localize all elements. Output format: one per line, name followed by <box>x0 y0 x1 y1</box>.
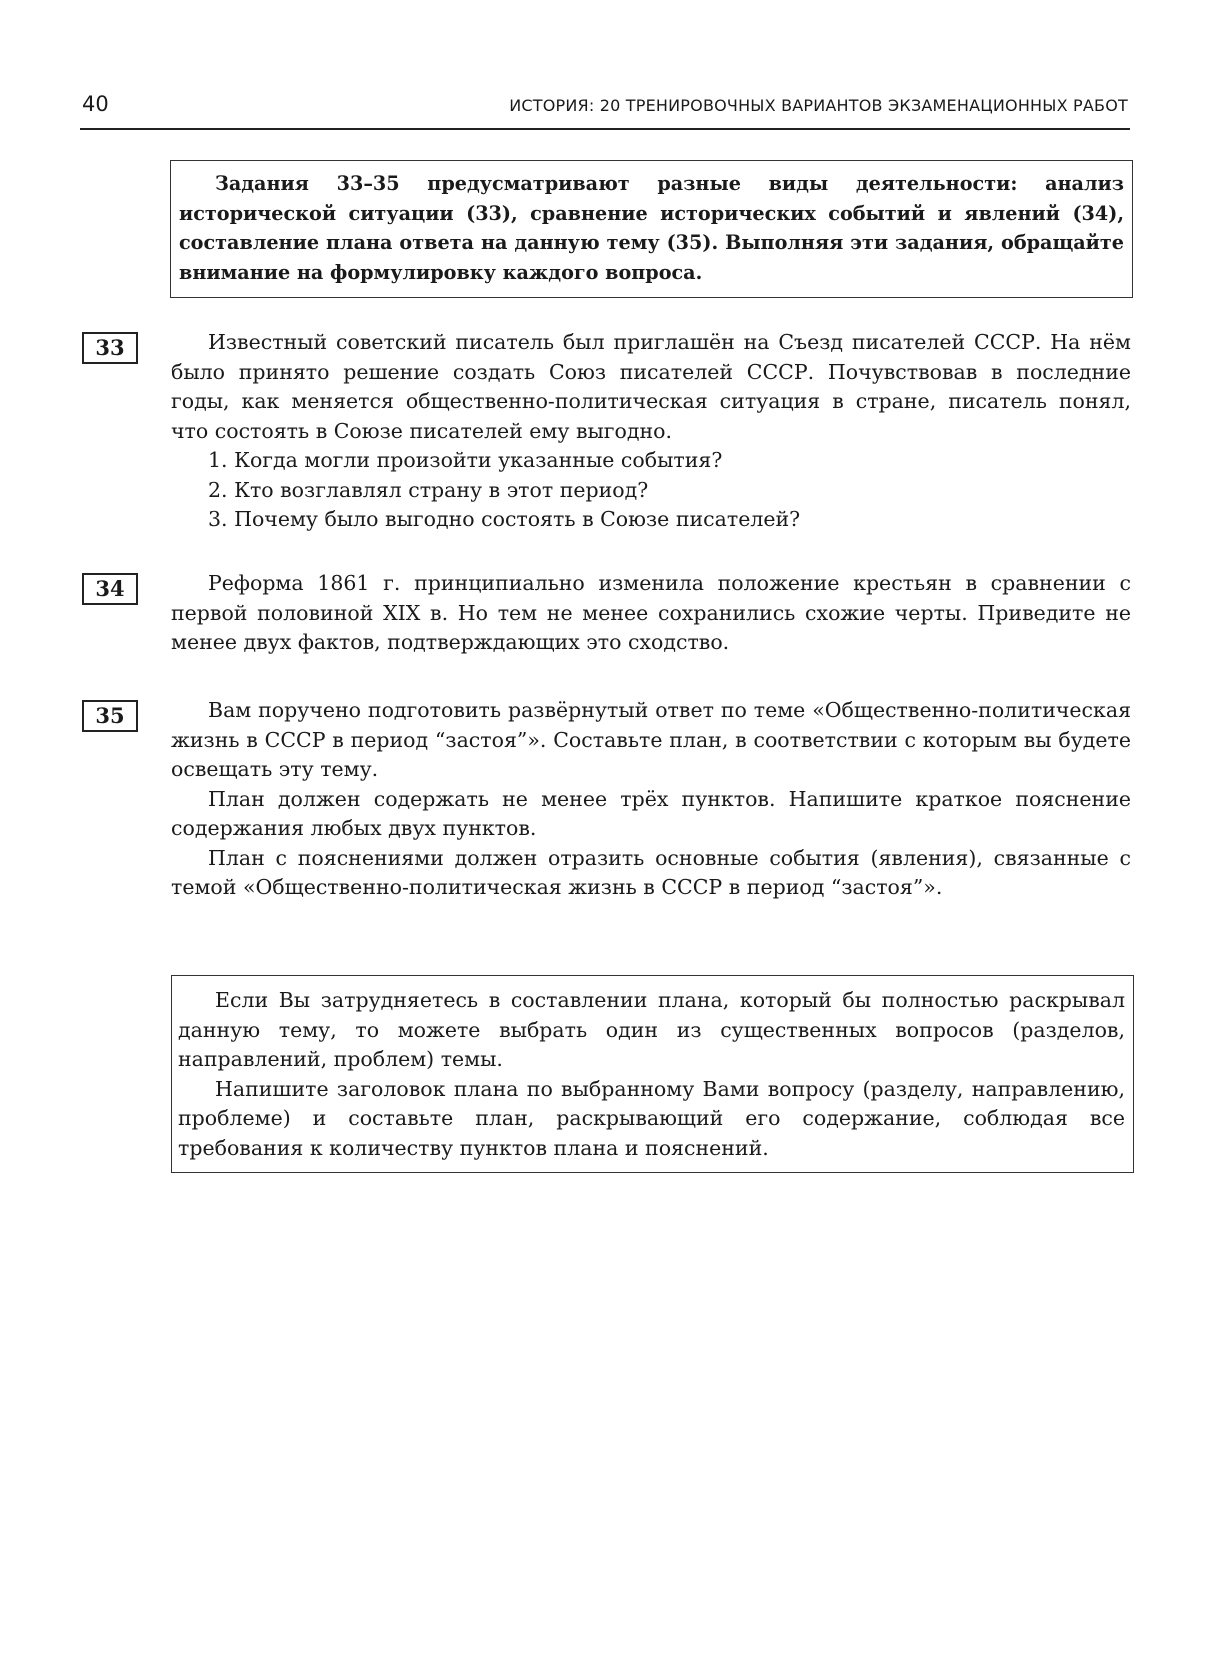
hint-paragraph-1: Если Вы затрудняетесь в составлении плана, который бы полностью раскрывал данную тему, то можете выбрать один из существенных вопросов (разделов, направлений, проблем) темы. <box>178 988 1125 1071</box>
task-34 <box>171 569 1131 658</box>
hint-box <box>171 975 1134 1173</box>
task-33-paragraph: Известный советский писатель был приглашён на Съезд писателей СССР. На нём было принято решение создать Союз писателей СССР. Почувствовав в последние годы, как меняется общественно-политическая ситуация в стране, писатель понял, что состоять в Союзе писателей ему выгодно. <box>171 330 1131 443</box>
running-title: ИСТОРИЯ: 20 ТРЕНИРОВОЧНЫХ ВАРИАНТОВ ЭКЗАМЕНАЦИОННЫХ РАБОТ <box>509 96 1128 115</box>
page-number: 40 <box>82 92 109 116</box>
hint-paragraph-2: Напишите заголовок плана по выбранному Вами вопросу (разделу, направлению, проблеме) и составьте план, раскрывающий его содержание, соблюдая все требования к количеству пунктов плана и пояснений. <box>178 1076 1125 1160</box>
task-number-35: 35 <box>82 700 138 732</box>
task-33-questions <box>171 446 1131 535</box>
page-header <box>80 88 1130 130</box>
task-35-paragraph-3: План с пояснениями должен отразить основные события (явления), связанные с темой «Общественно-политическая жизнь в СССР в период “застоя”». <box>171 845 1131 899</box>
task-33-question-3: 3. Почему было выгодно состоять в Союзе писателей? <box>208 507 801 531</box>
intro-box <box>170 160 1133 298</box>
task-33-question-1: 1. Когда могли произойти указанные события? <box>208 448 723 472</box>
task-35 <box>171 696 1131 903</box>
intro-text: Задания 33–35 предусматривают разные виды деятельности: анализ исторической ситуации (33), сравнение исторических событий и явлений (34), составление плана ответа на данную тему (35). Выполняя эти задания, обращайте внимание на формулировку каждого вопроса. <box>179 172 1124 284</box>
task-34-paragraph: Реформа 1861 г. принципиально изменила положение крестьян в сравнении с первой половиной XIX в. Но тем не менее сохранились схожие черты. Приведите не менее двух фактов, подтверждающих это сходство. <box>171 571 1131 654</box>
task-33-question-2: 2. Кто возглавлял страну в этот период? <box>208 477 649 502</box>
task-number-33: 33 <box>82 332 138 364</box>
task-number-34: 34 <box>82 573 138 605</box>
task-35-paragraph-1: Вам поручено подготовить развёрнутый ответ по теме «Общественно-политическая жизнь в СССР в период “застоя”». Составьте план, в соответствии с которым вы будете освещать эту тему. <box>171 698 1131 781</box>
task-33 <box>171 328 1131 535</box>
task-35-paragraph-2: План должен содержать не менее трёх пунктов. Напишите краткое пояснение содержания любых двух пунктов. <box>171 786 1131 840</box>
